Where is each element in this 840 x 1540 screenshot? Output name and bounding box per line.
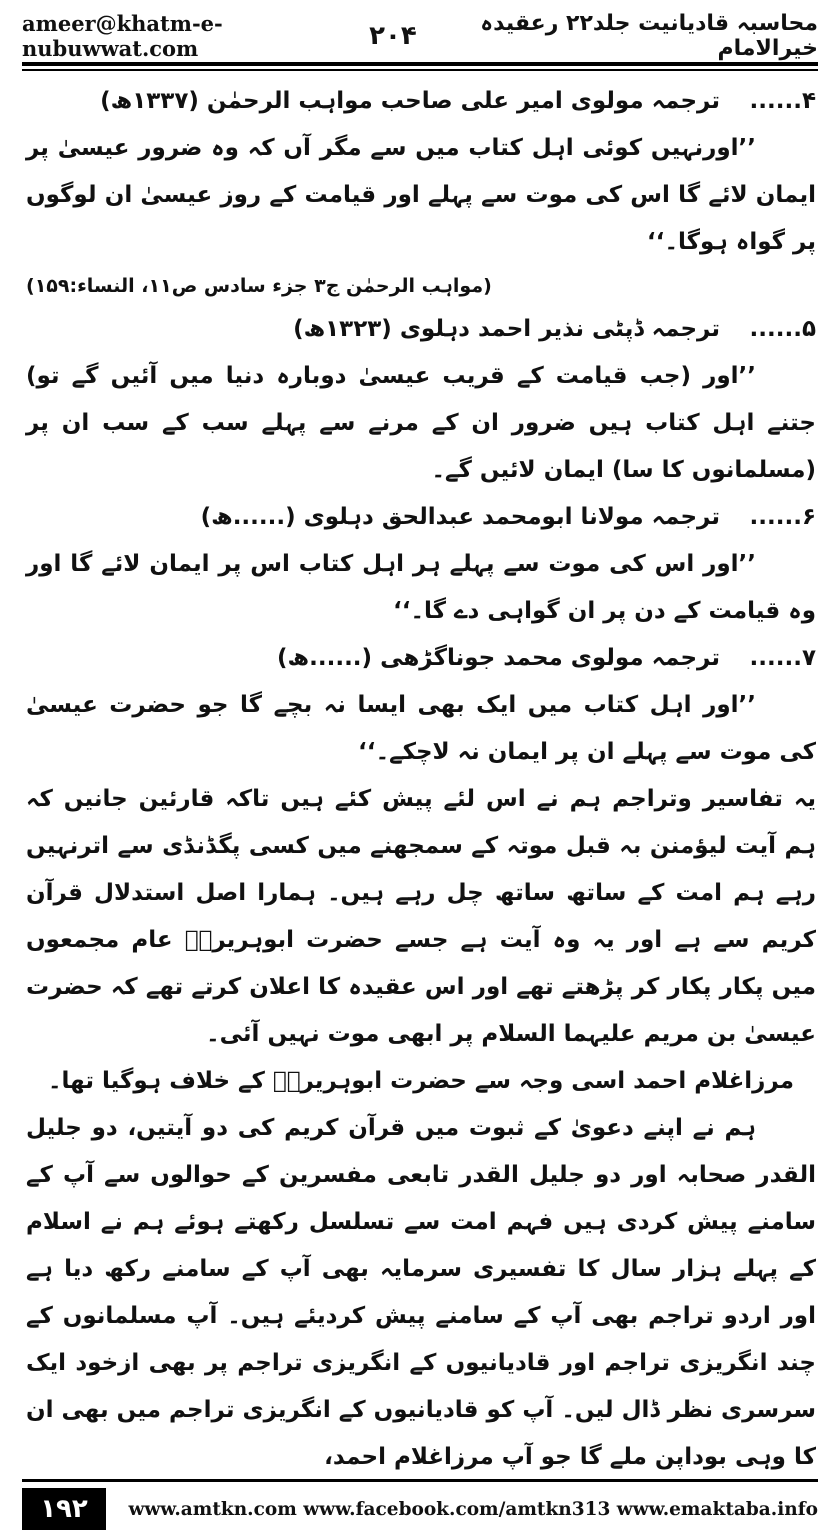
- header-left: [22, 11, 417, 61]
- translation-quote-7: ’’اور اہل کتاب میں ایک بھی ایسا نہ بچے گا جو حضرت عیسیٰ کی موت سے پہلے ان پر ایمان نہ لاچکے۔‘‘: [26, 692, 816, 765]
- translation-heading-7: ۷......ترجمہ مولوی محمد جوناگڑھی (......ھ): [277, 645, 816, 671]
- header-page-number: ۲۰۴: [369, 21, 417, 51]
- translation-heading-5: ۵......ترجمہ ڈپٹی نذیر احمد دہلوی (۱۳۲۳ھ): [293, 316, 816, 342]
- translation-heading-4: ۴......ترجمہ مولوی امیر علی صاحب مواہب الرحمٰن (۱۳۳۷ھ): [100, 88, 816, 114]
- translation-heading-6: ۶......ترجمہ مولانا ابومحمد عبدالحق دہلوی (......ھ): [200, 504, 816, 530]
- body-paragraph-2: ہم نے اپنے دعویٰ کے ثبوت میں قرآن کریم کی دو آیتیں، دو جلیل القدر صحابہ اور دو جلیل القدر تابعی مفسرین کے حوالوں سے آپ کے سامنے پیش کردی ہیں فہم امت سے تسلسل رکھتے ہوئے ہم نے اسلام کے پہلے ہزار سال کا تفسیری سرمایہ بھی آپ کے سامنے رکھ دیا ہے اور اردو تراجم بھی آپ کے سامنے پیش کردیئے ہیں۔ آپ مسلمانوں کے چند انگریزی تراجم اور قادیانیوں کے انگریزی تراجم پر بھی ازخود ایک سرسری نظر ڈال لیں۔ آپ کو قادیانیوں کے انگریزی تراجم میں بھی ان کا وہی بوداپن ملے گا جو آپ مرزاغلام احمد،: [26, 1115, 816, 1470]
- translation-quote-6: ’’اور اس کی موت سے پہلے ہر اہل کتاب اس پر ایمان لائے گا اور وہ قیامت کے دن پر ان گواہی دے گا۔‘‘: [26, 551, 816, 624]
- header-email[interactable]: ameer@khatm-e-nubuwwat.com: [22, 11, 223, 61]
- footer-urls[interactable]: www.amtkn.com www.facebook.com/amtkn313 www.emaktaba.info: [128, 1498, 818, 1520]
- page-body: [26, 78, 816, 1474]
- body-paragraph-1: یہ تفاسیر وتراجم ہم نے اس لئے پیش کئے ہیں تاکہ قارئین جانیں کہ ہم آیت لیؤمنن بہ قبل موتہ کے سمجھنے میں کسی پگڈنڈی سے اترنہیں رہے ہم امت کے ساتھ ساتھ چل رہے ہیں۔ ہمارا اصل استدلال قرآن کریم سے ہے اور یہ وہ آیت ہے جسے حضرت ابوہریرہؓ عام مجمعوں میں پکار پکار کر پڑھتے تھے اور اس عقیدہ کا اعلان کرتے تھے کہ حضرت عیسیٰ بن مریم علیہما السلام پر ابھی موت نہیں آئی۔: [26, 786, 816, 1047]
- translation-quote-5: ’’اور (جب قیامت کے قریب عیسیٰ دوبارہ دنیا میں آئیں گے تو) جتنے اہل کتاب ہیں ضرور ان کے مرنے سے پہلے سب کے سب ان پر (مسلمانوں کا سا) ایمان لائیں گے۔: [26, 363, 816, 483]
- header-title: محاسبہ قادیانیت جلد۲۲ رعقیدہ خیرالامام: [480, 11, 818, 61]
- page-footer: [22, 1479, 818, 1532]
- reference-citation: (مواہب الرحمٰن ج۳ جزء سادس ص۱۱، النساء:۱۵۹): [26, 275, 492, 297]
- header-rule-thin: [22, 69, 818, 71]
- page-header: [22, 11, 818, 61]
- header-rule-thick: [22, 62, 818, 66]
- centered-statement: مرزاغلام احمد اسی وجہ سے حضرت ابوہریرہؓ کے خلاف ہوگیا تھا۔: [48, 1068, 794, 1094]
- translation-quote-4: ’’اورنہیں کوئی اہل کتاب میں سے مگر آں کہ وہ ضرور عیسیٰ پر ایمان لائے گا اس کی موت سے پہلے اور قیامت کے روز عیسیٰ ان لوگوں پر گواہ ہوگا۔‘‘: [26, 135, 816, 255]
- footer-page-number: ۱۹۲: [22, 1488, 106, 1530]
